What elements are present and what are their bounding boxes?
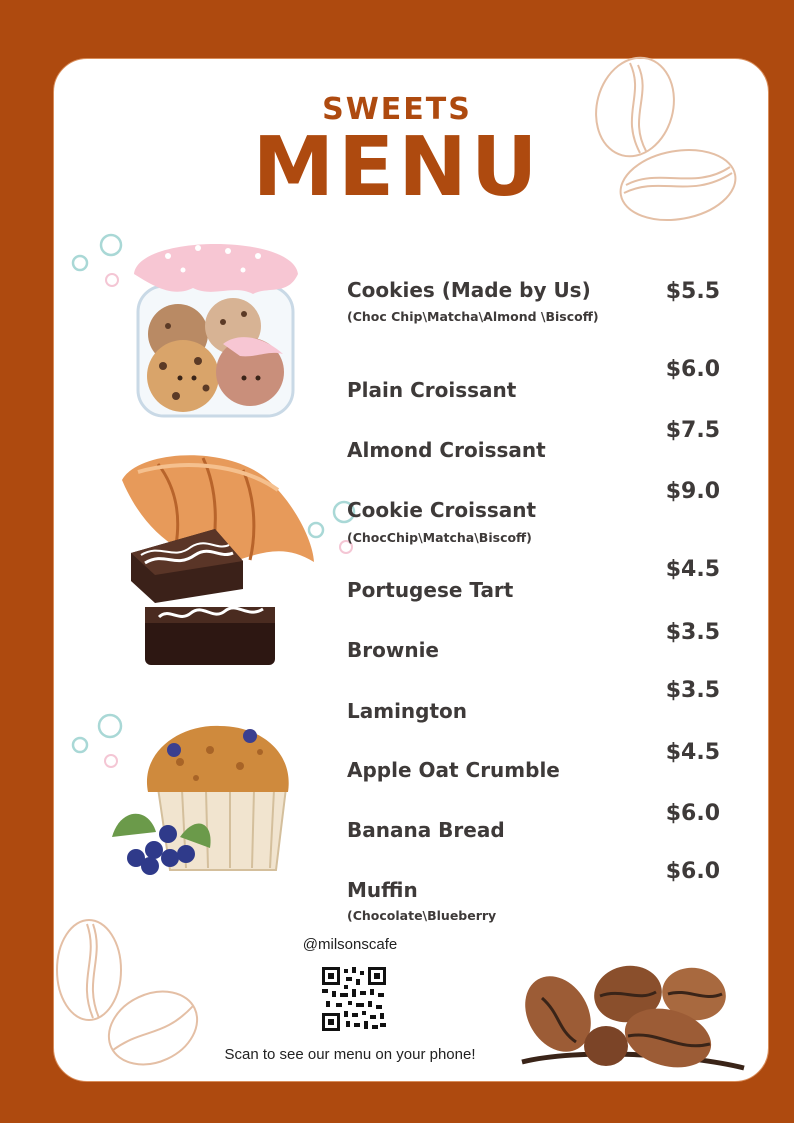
item-note-muffin: (Chocolate\Blueberry: [347, 908, 497, 923]
scan-instruction: Scan to see our menu on your phone!: [224, 1046, 476, 1063]
item-name-banana-bread: Banana Bread: [347, 818, 505, 842]
item-price-banana-bread: $6.0: [665, 801, 720, 826]
item-note-cookies: (Choc Chip\Matcha\Almond \Biscoff): [347, 309, 599, 324]
cookie-jar-illustration: [128, 226, 303, 421]
item-price-lamington: $3.5: [665, 678, 720, 703]
item-price-plain-croissant: $6.0: [665, 357, 720, 382]
item-price-cookies: $5.5: [665, 279, 720, 304]
item-price-portugese-tart: $4.5: [665, 557, 720, 582]
item-price-brownie: $3.5: [665, 620, 720, 645]
item-price-muffin: $6.0: [665, 859, 720, 884]
item-name-cookie-croissant: Cookie Croissant: [347, 498, 537, 522]
item-price-almond-croissant: $7.5: [665, 418, 720, 443]
page-title: MENU: [252, 120, 542, 215]
muffin-illustration: [110, 722, 295, 877]
qr-code[interactable]: [322, 967, 386, 1031]
item-name-portugese-tart: Portugese Tart: [347, 578, 514, 602]
item-name-muffin: Muffin: [347, 878, 418, 902]
item-price-cookie-croissant: $9.0: [665, 479, 720, 504]
item-name-almond-croissant: Almond Croissant: [347, 438, 546, 462]
social-handle: @milsonscafe: [302, 936, 398, 953]
item-name-cookies: Cookies (Made by Us): [347, 278, 591, 302]
brownie-illustration: [125, 525, 280, 670]
item-name-plain-croissant: Plain Croissant: [347, 378, 517, 402]
item-name-lamington: Lamington: [347, 699, 468, 723]
menu-subtitle: SWEETS: [322, 92, 472, 127]
item-price-apple-oat-crumble: $4.5: [665, 740, 720, 765]
item-name-brownie: Brownie: [347, 638, 439, 662]
item-note-cookie-croissant: (ChocChip\Matcha\Biscoff): [347, 530, 532, 545]
item-name-apple-oat-crumble: Apple Oat Crumble: [347, 758, 560, 782]
bubble-decoration: [70, 232, 130, 292]
